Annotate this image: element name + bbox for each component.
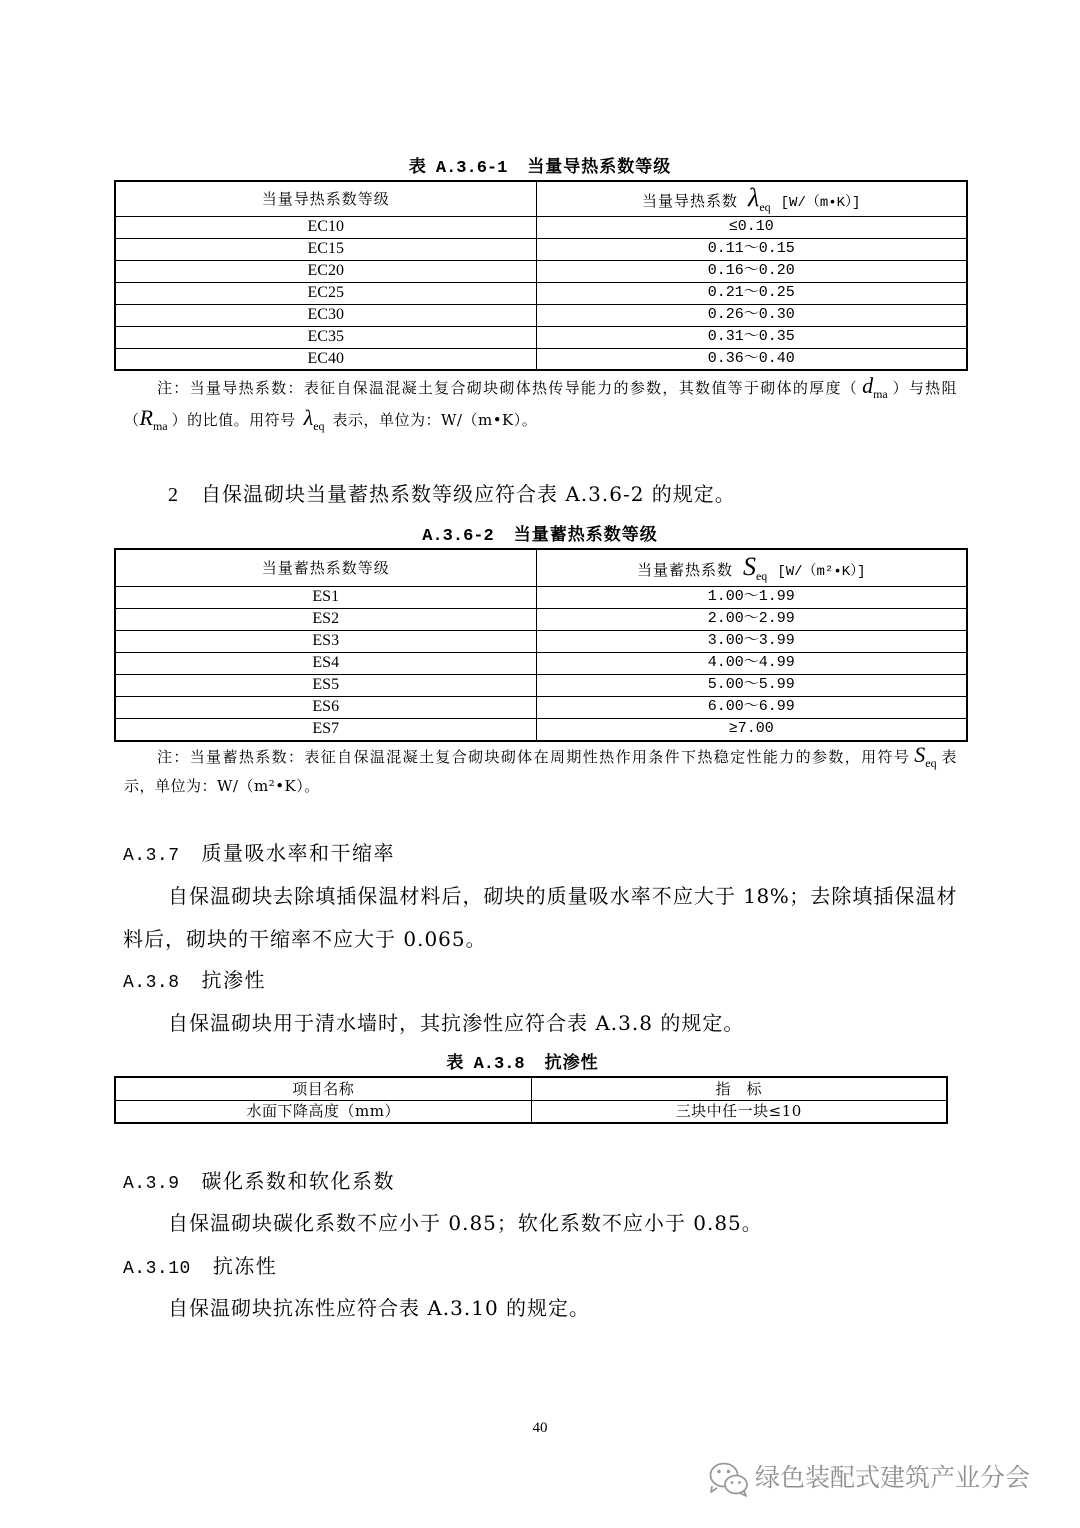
- table-header-row: [115, 549, 967, 586]
- section-number: A.3.8: [123, 973, 180, 993]
- s-subscript: eq: [925, 756, 937, 770]
- cell-grade: ES4: [115, 652, 536, 674]
- cell-index: 三块中任一块≤10: [531, 1100, 947, 1123]
- table-row: [115, 630, 967, 652]
- s-symbol: S: [914, 742, 926, 767]
- note-text-tail: 表: [940, 748, 957, 766]
- cell-value: 0.26～0.30: [536, 304, 967, 326]
- cell-grade: ES6: [115, 696, 536, 718]
- header-grade: 当量蓄热系数等级: [115, 549, 536, 586]
- header-value-label: 当量蓄热系数: [636, 561, 733, 580]
- table-row: [115, 586, 967, 608]
- header-unit: [W/（m²•K）]: [777, 564, 866, 581]
- table-a362: [114, 548, 968, 742]
- cell-grade: EC25: [115, 282, 536, 304]
- note-text-head: （: [124, 411, 140, 429]
- page-number: 40: [532, 1420, 548, 1436]
- table-row: [115, 304, 967, 326]
- paragraph-text: 自保温砌块用于清水墙时，其抗渗性应符合表 A.3.8 的规定。: [168, 1011, 745, 1035]
- lambda-subscript: eq: [759, 200, 771, 215]
- cell-grade: EC15: [115, 238, 536, 260]
- cell-grade: ES2: [115, 608, 536, 630]
- item-text: 自保温砌块当量蓄热系数等级应符合表 A.3.6-2 的规定。: [201, 482, 736, 506]
- cell-value: 4.00～4.99: [536, 652, 967, 674]
- section-title: 抗冻性: [212, 1254, 278, 1278]
- section-title: 质量吸水率和干缩率: [201, 841, 396, 865]
- table-a361-caption-title: 当量导热系数等级: [527, 157, 672, 177]
- lambda-symbol: λ: [748, 183, 760, 213]
- header-value: [536, 549, 967, 586]
- cell-grade: ES1: [115, 586, 536, 608]
- cell-value: ≥7.00: [536, 718, 967, 741]
- cell-value: 0.31～0.35: [536, 326, 967, 348]
- cell-value: 0.11～0.15: [536, 238, 967, 260]
- cell-value: 2.00～2.99: [536, 608, 967, 630]
- table-a362-caption-title: 当量蓄热系数等级: [513, 525, 658, 545]
- note-text-mid: ）的比值。用符号: [171, 411, 296, 429]
- section-title: 抗渗性: [201, 968, 267, 992]
- cell-grade: EC35: [115, 326, 536, 348]
- table-row: [115, 260, 967, 282]
- cell-value: 6.00～6.99: [536, 696, 967, 718]
- table-header-row: [115, 181, 967, 216]
- table-a38-caption-label: 表 A.3.8: [446, 1055, 525, 1074]
- paragraph-text: 自保温砌块碳化系数不应小于 0.85；软化系数不应小于 0.85。: [168, 1211, 763, 1235]
- item-number: 2: [168, 484, 179, 506]
- cell-value: 0.36～0.40: [536, 348, 967, 370]
- cell-grade: EC10: [115, 216, 536, 238]
- section-a38-heading: [123, 966, 266, 994]
- cell-grade: ES7: [115, 718, 536, 741]
- table-row: [115, 348, 967, 370]
- section-a310-para: [168, 1294, 590, 1322]
- table-a361-caption-label: 表 A.3.6-1: [408, 159, 508, 178]
- table-header-row: [115, 1077, 947, 1100]
- table-row: [115, 326, 967, 348]
- note-text: 注：当量导热系数：表征自保温混凝土复合砌块砌体热传导能力的参数，其数值等于砌体的厚度（: [157, 379, 859, 397]
- table-a38-caption: [0, 1051, 1045, 1075]
- table-row: [115, 718, 967, 741]
- section-a37-para-line1: [168, 882, 957, 910]
- table-a361-note-line2: [124, 407, 537, 433]
- cell-value: 0.16～0.20: [536, 260, 967, 282]
- watermark-text: 绿色装配式建筑产业分会: [755, 1463, 1031, 1492]
- section-a39-para: [168, 1209, 763, 1237]
- section-a310-heading: [123, 1252, 277, 1280]
- cell-grade: ES3: [115, 630, 536, 652]
- table-a361: [114, 180, 968, 371]
- table-row: [115, 608, 967, 630]
- section-number: A.3.10: [123, 1259, 191, 1279]
- s-subscript: eq: [755, 569, 768, 584]
- clause-item-2: [168, 480, 736, 508]
- cell-value: 0.21～0.25: [536, 282, 967, 304]
- lambda-subscript: eq: [313, 419, 325, 433]
- header-item-name: 项目名称: [115, 1077, 531, 1100]
- cell-grade: EC30: [115, 304, 536, 326]
- note-text-tail: 表示，单位为：W/（m•K）。: [332, 411, 538, 429]
- cell-grade: EC40: [115, 348, 536, 370]
- header-unit: [W/（m•K）]: [780, 195, 861, 212]
- section-a37-heading: [123, 839, 395, 867]
- table-a362-caption-label: A.3.6-2: [422, 527, 494, 546]
- section-number: A.3.9: [123, 1174, 180, 1194]
- header-grade: 当量导热系数等级: [115, 181, 536, 216]
- cell-value: 5.00～5.99: [536, 674, 967, 696]
- note-text: 示，单位为：W/（m²•K）。: [124, 777, 320, 795]
- s-symbol: S: [742, 552, 756, 582]
- table-a362-caption: [0, 523, 1080, 547]
- table-row: [115, 652, 967, 674]
- paragraph-text: 料后，砌块的干缩率不应大于 0.065。: [123, 927, 487, 951]
- table-a38-caption-title: 抗渗性: [544, 1053, 599, 1073]
- symbol-d-subscript: ma: [873, 387, 888, 401]
- table-row: [115, 674, 967, 696]
- table-row: [115, 1100, 947, 1123]
- table-row: [115, 216, 967, 238]
- header-value: [536, 181, 967, 216]
- section-a38-para: [168, 1009, 744, 1037]
- cell-grade: EC20: [115, 260, 536, 282]
- note-text: 注：当量蓄热系数：表征自保温混凝土复合砌块砌体在周期性热作用条件下热稳定性能力的参数，用符号: [157, 748, 911, 766]
- table-a362-note-line2: [124, 773, 320, 799]
- header-value-label: 当量导热系数: [642, 192, 739, 211]
- header-index: 指 标: [531, 1077, 947, 1100]
- symbol-r-subscript: ma: [152, 419, 168, 433]
- table-a361-note-line1: [157, 375, 957, 401]
- section-a37-para-line2: [123, 925, 487, 953]
- cell-item-name: 水面下降高度（mm）: [115, 1100, 531, 1123]
- cell-value: 3.00～3.99: [536, 630, 967, 652]
- wechat-icon: [708, 1460, 750, 1498]
- section-number: A.3.7: [123, 846, 180, 866]
- cell-value: ≤0.10: [536, 216, 967, 238]
- paragraph-text: 自保温砌块抗冻性应符合表 A.3.10 的规定。: [168, 1296, 591, 1320]
- table-row: [115, 696, 967, 718]
- cell-value: 1.00～1.99: [536, 586, 967, 608]
- symbol-r: R: [139, 405, 153, 430]
- table-a361-caption: [0, 155, 1080, 179]
- symbol-d: d: [862, 373, 874, 398]
- cell-grade: ES5: [115, 674, 536, 696]
- paragraph-text: 自保温砌块去除填插保温材料后，砌块的质量吸水率不应大于 18%；去除填插保温材: [168, 884, 957, 908]
- table-row: [115, 282, 967, 304]
- section-a39-heading: [123, 1167, 395, 1195]
- table-row: [115, 238, 967, 260]
- section-title: 碳化系数和软化系数: [201, 1169, 396, 1193]
- note-text-tail: ）与热阻: [891, 379, 957, 397]
- lambda-symbol: λ: [303, 405, 314, 430]
- table-a38: [114, 1076, 948, 1124]
- table-a362-note-line1: [157, 744, 957, 770]
